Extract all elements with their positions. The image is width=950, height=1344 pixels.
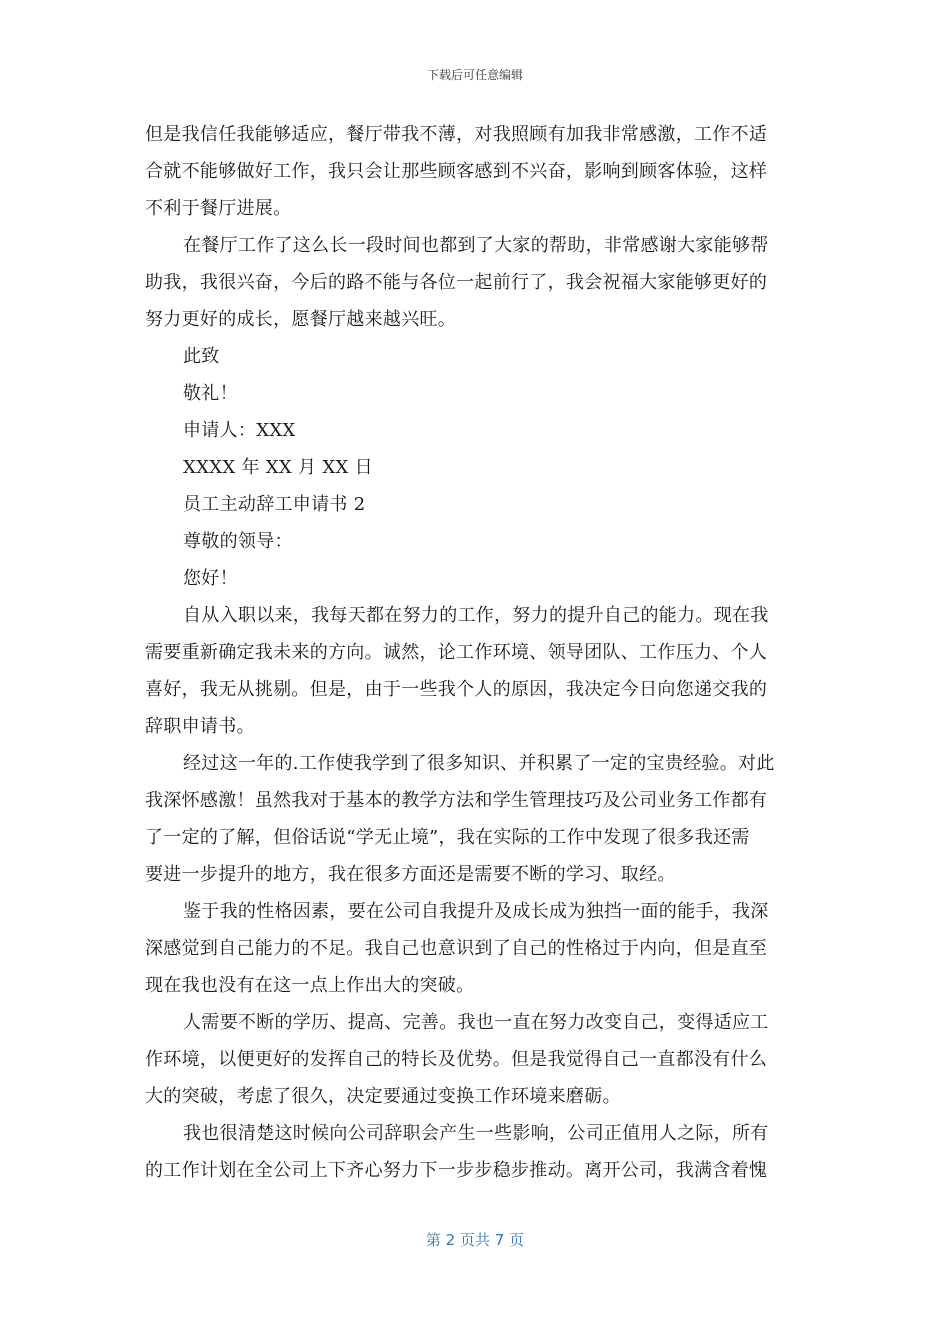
- text-line: 人需要不断的学历、提高、完善。我也一直在努力改变自己，变得适应工: [183, 1012, 769, 1033]
- page-header: 下载后可任意编辑: [426, 68, 523, 82]
- text-line: 深感觉到自己能力的不足。我自己也意识到了自己的性格过于内向，但是直至: [145, 938, 768, 959]
- text-line: 合就不能够做好工作，我只会让那些顾客感到不兴奋，影响到顾客体验，这样: [145, 161, 768, 182]
- applicant-name: 申请人：XXX: [183, 420, 296, 441]
- text-line: 大的突破，考虑了很久，决定要通过变换工作环境来磨砺。: [145, 1086, 621, 1107]
- text-line: 不利于餐厅进展。: [145, 198, 292, 219]
- text-line: 了一定的了解，但俗话说“学无止境”，我在实际的工作中发现了很多我还需: [145, 827, 750, 848]
- text-line: 助我，我很兴奋，今后的路不能与各位一起前行了，我会祝福大家能够更好的: [145, 272, 768, 293]
- closing-salutation: 此致: [183, 346, 220, 367]
- section-title: 员工主动辞工申请书 2: [183, 494, 366, 515]
- text-line: 我也很清楚这时候向公司辞职会产生一些影响，公司正值用人之际，所有: [183, 1123, 769, 1144]
- text-line: 在餐厅工作了这么长一段时间也都到了大家的帮助，非常感谢大家能够帮: [183, 235, 769, 256]
- text-line: 我深怀感激！虽然我对于基本的教学方法和学生管理技巧及公司业务工作都有: [145, 790, 768, 811]
- text-line: 作环境，以便更好的发挥自己的特长及优势。但是我觉得自己一直都没有什么: [145, 1049, 768, 1070]
- text-line: 的工作计划在全公司上下齐心努力下一步步稳步推动。离开公司，我满含着愧: [145, 1160, 768, 1181]
- page-number-footer: 第 2 页共 7 页: [425, 1231, 525, 1249]
- text-line: 现在我也没有在这一点上作出大的突破。: [145, 975, 475, 996]
- document-body: [145, 116, 805, 1189]
- greeting: 您好！: [183, 568, 238, 589]
- text-line: 鉴于我的性格因素，要在公司自我提升及成长成为独挡一面的能手，我深: [183, 901, 769, 922]
- text-line: 经过这一年的.工作使我学到了很多知识、并积累了一定的宝贵经验。对此: [183, 753, 775, 774]
- date-line: XXXX 年 XX 月 XX 日: [183, 457, 373, 478]
- text-line: 但是我信任我能够适应，餐厅带我不薄，对我照顾有加我非常感激，工作不适: [145, 124, 768, 145]
- text-line: 努力更好的成长，愿餐厅越来越兴旺。: [145, 309, 457, 330]
- text-line: 要进一步提升的地方，我在很多方面还是需要不断的学习、取经。: [145, 864, 676, 885]
- text-line: 需要重新确定我未来的方向。诚然，论工作环境、领导团队、工作压力、个人: [145, 642, 768, 663]
- greeting-addressee: 尊敬的领导：: [183, 531, 293, 552]
- closing-respect: 敬礼！: [183, 383, 238, 404]
- text-line: 喜好，我无从挑剔。但是，由于一些我个人的原因，我决定今日向您递交我的: [145, 679, 768, 700]
- text-line: 辞职申请书。: [145, 716, 255, 737]
- text-line: 自从入职以来，我每天都在努力的工作，努力的提升自己的能力。现在我: [183, 605, 769, 626]
